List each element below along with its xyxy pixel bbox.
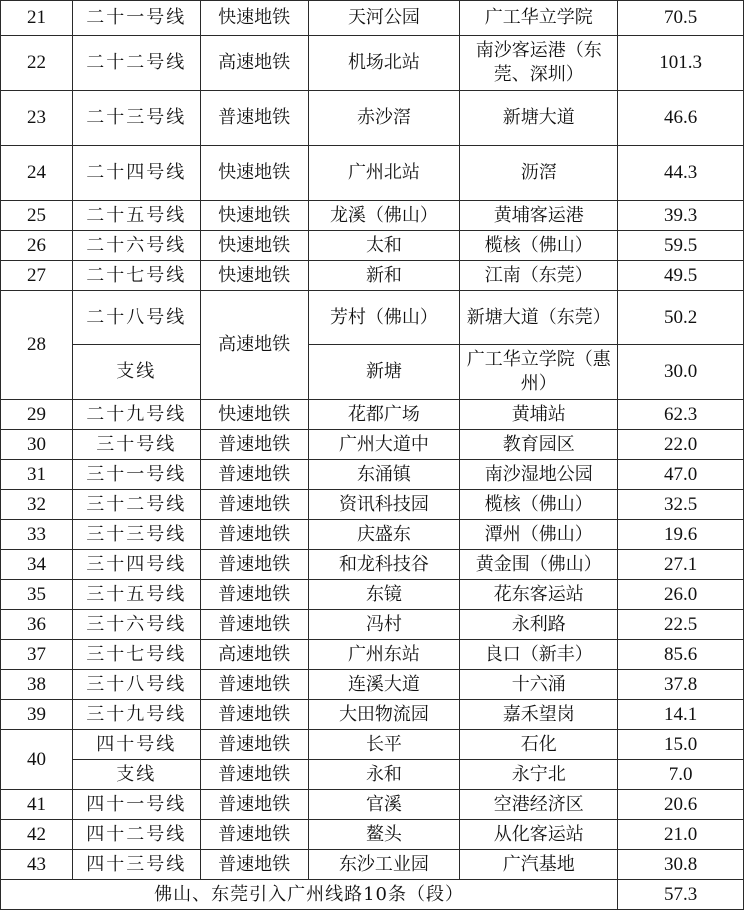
line-length: 101.3: [618, 36, 744, 91]
start-station: 机场北站: [308, 36, 460, 91]
start-station: 天河公园: [308, 1, 460, 36]
start-station: 新和: [308, 261, 460, 291]
line-length: 59.5: [618, 231, 744, 261]
line-name: 二十四号线: [72, 146, 200, 201]
line-number: 24: [1, 146, 73, 201]
end-station: 黄金围（佛山）: [460, 550, 618, 580]
line-name: 二十五号线: [72, 201, 200, 231]
start-station: 和龙科技谷: [308, 550, 460, 580]
line-type: 普速地铁: [200, 580, 308, 610]
line-length: 39.3: [618, 201, 744, 231]
end-station: 广汽基地: [460, 850, 618, 880]
line-type: 快速地铁: [200, 231, 308, 261]
end-station: 石化: [460, 730, 618, 760]
line-length: 70.5: [618, 1, 744, 36]
end-station: 南沙湿地公园: [460, 460, 618, 490]
line-length: 85.6: [618, 640, 744, 670]
line-type: 普速地铁: [200, 820, 308, 850]
line-type: 普速地铁: [200, 790, 308, 820]
end-station: 广工华立学院: [460, 1, 618, 36]
line-type: 普速地铁: [200, 91, 308, 146]
table-row: [1, 460, 744, 490]
end-station: 教育园区: [460, 430, 618, 460]
start-station: 大田物流园: [308, 700, 460, 730]
end-station: 黄埔站: [460, 400, 618, 430]
line-number: 34: [1, 550, 73, 580]
line-length: 44.3: [618, 146, 744, 201]
table-row: [1, 91, 744, 146]
line-type: 普速地铁: [200, 700, 308, 730]
line-name: 三十八号线: [72, 670, 200, 700]
line-number: 36: [1, 610, 73, 640]
line-number: 32: [1, 490, 73, 520]
table-row: [1, 730, 744, 760]
table-row: [1, 670, 744, 700]
table-row: [1, 700, 744, 730]
start-station: 太和: [308, 231, 460, 261]
line-number: 43: [1, 850, 73, 880]
line-type: 快速地铁: [200, 146, 308, 201]
branch-line-name: 支线: [72, 345, 200, 400]
line-number: 21: [1, 1, 73, 36]
line-number: 22: [1, 36, 73, 91]
line-number: 28: [1, 291, 73, 400]
line-name: 四十三号线: [72, 850, 200, 880]
line-number: 40: [1, 730, 73, 790]
end-station: 十六涌: [460, 670, 618, 700]
line-type: 高速地铁: [200, 36, 308, 91]
line-name: 二十三号线: [72, 91, 200, 146]
line-number: 39: [1, 700, 73, 730]
line-number: 27: [1, 261, 73, 291]
line-type: 普速地铁: [200, 760, 308, 790]
line-type: 普速地铁: [200, 850, 308, 880]
table-row: [1, 291, 744, 345]
line-number: 26: [1, 231, 73, 261]
line-type: 普速地铁: [200, 670, 308, 700]
line-name: 二十九号线: [72, 400, 200, 430]
line-length: 20.6: [618, 790, 744, 820]
table-row: [1, 400, 744, 430]
line-type: 快速地铁: [200, 400, 308, 430]
line-name: 二十七号线: [72, 261, 200, 291]
line-length: 15.0: [618, 730, 744, 760]
table-row: [1, 640, 744, 670]
line-length: 50.2: [618, 291, 744, 345]
table-row: [1, 231, 744, 261]
line-length: 22.0: [618, 430, 744, 460]
line-number: 30: [1, 430, 73, 460]
line-number: 31: [1, 460, 73, 490]
end-station: 空港经济区: [460, 790, 618, 820]
table-row: [1, 820, 744, 850]
line-name: 三十六号线: [72, 610, 200, 640]
line-type: 普速地铁: [200, 460, 308, 490]
line-name: 四十一号线: [72, 790, 200, 820]
line-number: 35: [1, 580, 73, 610]
line-type: 普速地铁: [200, 550, 308, 580]
line-length: 26.0: [618, 580, 744, 610]
line-length: 37.8: [618, 670, 744, 700]
line-length: 30.8: [618, 850, 744, 880]
table-row: [1, 201, 744, 231]
line-number: 42: [1, 820, 73, 850]
line-type: 高速地铁: [200, 640, 308, 670]
line-type: 普速地铁: [200, 520, 308, 550]
start-station: 东沙工业园: [308, 850, 460, 880]
table-row: [1, 146, 744, 201]
line-length: 19.6: [618, 520, 744, 550]
start-station: 广州大道中: [308, 430, 460, 460]
end-station: 新塘大道（东莞）: [460, 291, 618, 345]
start-station: 资讯科技园: [308, 490, 460, 520]
line-type: 快速地铁: [200, 261, 308, 291]
table-row: [1, 610, 744, 640]
line-length: 49.5: [618, 261, 744, 291]
line-number: 29: [1, 400, 73, 430]
end-station: 花东客运站: [460, 580, 618, 610]
start-station: 冯村: [308, 610, 460, 640]
line-length: 62.3: [618, 400, 744, 430]
table-row: [1, 850, 744, 880]
start-station: 庆盛东: [308, 520, 460, 550]
line-name: 二十六号线: [72, 231, 200, 261]
table-row: [1, 760, 744, 790]
line-name: 四十二号线: [72, 820, 200, 850]
end-station: 广工华立学院（惠州）: [460, 345, 618, 400]
start-station: 芳村（佛山）: [308, 291, 460, 345]
line-number: 33: [1, 520, 73, 550]
end-station: 榄核（佛山）: [460, 490, 618, 520]
table-row: [1, 790, 744, 820]
line-name: 三十四号线: [72, 550, 200, 580]
start-station: 官溪: [308, 790, 460, 820]
line-length: 27.1: [618, 550, 744, 580]
line-name: 三十二号线: [72, 490, 200, 520]
line-name: 二十一号线: [72, 1, 200, 36]
line-type: 普速地铁: [200, 610, 308, 640]
line-number: 41: [1, 790, 73, 820]
footer-length: 57.3: [618, 880, 744, 910]
start-station: 连溪大道: [308, 670, 460, 700]
line-name: 三十一号线: [72, 460, 200, 490]
line-number: 37: [1, 640, 73, 670]
table-row: [1, 345, 744, 400]
table-row: [1, 490, 744, 520]
line-name: 三十九号线: [72, 700, 200, 730]
line-type: 快速地铁: [200, 201, 308, 231]
line-length: 30.0: [618, 345, 744, 400]
line-name: 二十二号线: [72, 36, 200, 91]
line-name: 四十号线: [72, 730, 200, 760]
line-number: 23: [1, 91, 73, 146]
footer-label: 佛山、东莞引入广州线路10条（段）: [1, 880, 618, 910]
end-station: 潭州（佛山）: [460, 520, 618, 550]
line-type: 普速地铁: [200, 490, 308, 520]
start-station: 龙溪（佛山）: [308, 201, 460, 231]
end-station: 新塘大道: [460, 91, 618, 146]
line-type: 快速地铁: [200, 1, 308, 36]
line-name: 二十八号线: [72, 291, 200, 345]
table-row: [1, 550, 744, 580]
line-name: 三十七号线: [72, 640, 200, 670]
start-station: 永和: [308, 760, 460, 790]
end-station: 沥滘: [460, 146, 618, 201]
table-row: [1, 36, 744, 91]
start-station: 广州东站: [308, 640, 460, 670]
table-row: [1, 1, 744, 36]
end-station: 榄核（佛山）: [460, 231, 618, 261]
line-length: 14.1: [618, 700, 744, 730]
table-row: [1, 520, 744, 550]
end-station: 永宁北: [460, 760, 618, 790]
line-length: 32.5: [618, 490, 744, 520]
line-name: 三十三号线: [72, 520, 200, 550]
start-station: 东涌镇: [308, 460, 460, 490]
line-number: 25: [1, 201, 73, 231]
start-station: 广州北站: [308, 146, 460, 201]
end-station: 从化客运站: [460, 820, 618, 850]
line-length: 47.0: [618, 460, 744, 490]
line-length: 46.6: [618, 91, 744, 146]
end-station: 南沙客运港（东莞、深圳）: [460, 36, 618, 91]
line-name: 三十号线: [72, 430, 200, 460]
end-station: 江南（东莞）: [460, 261, 618, 291]
line-type: 普速地铁: [200, 430, 308, 460]
line-name: 三十五号线: [72, 580, 200, 610]
table-row: [1, 430, 744, 460]
line-length: 22.5: [618, 610, 744, 640]
start-station: 花都广场: [308, 400, 460, 430]
table-row: [1, 580, 744, 610]
footer-row: [1, 880, 744, 910]
line-type: 普速地铁: [200, 730, 308, 760]
line-length: 21.0: [618, 820, 744, 850]
start-station: 长平: [308, 730, 460, 760]
start-station: 赤沙滘: [308, 91, 460, 146]
end-station: 嘉禾望岗: [460, 700, 618, 730]
line-number: 38: [1, 670, 73, 700]
end-station: 良口（新丰）: [460, 640, 618, 670]
end-station: 黄埔客运港: [460, 201, 618, 231]
line-length: 7.0: [618, 760, 744, 790]
start-station: 新塘: [308, 345, 460, 400]
table-row: [1, 261, 744, 291]
start-station: 鳌头: [308, 820, 460, 850]
end-station: 永利路: [460, 610, 618, 640]
line-type: 高速地铁: [200, 291, 308, 400]
branch-line-name: 支线: [72, 760, 200, 790]
start-station: 东镜: [308, 580, 460, 610]
